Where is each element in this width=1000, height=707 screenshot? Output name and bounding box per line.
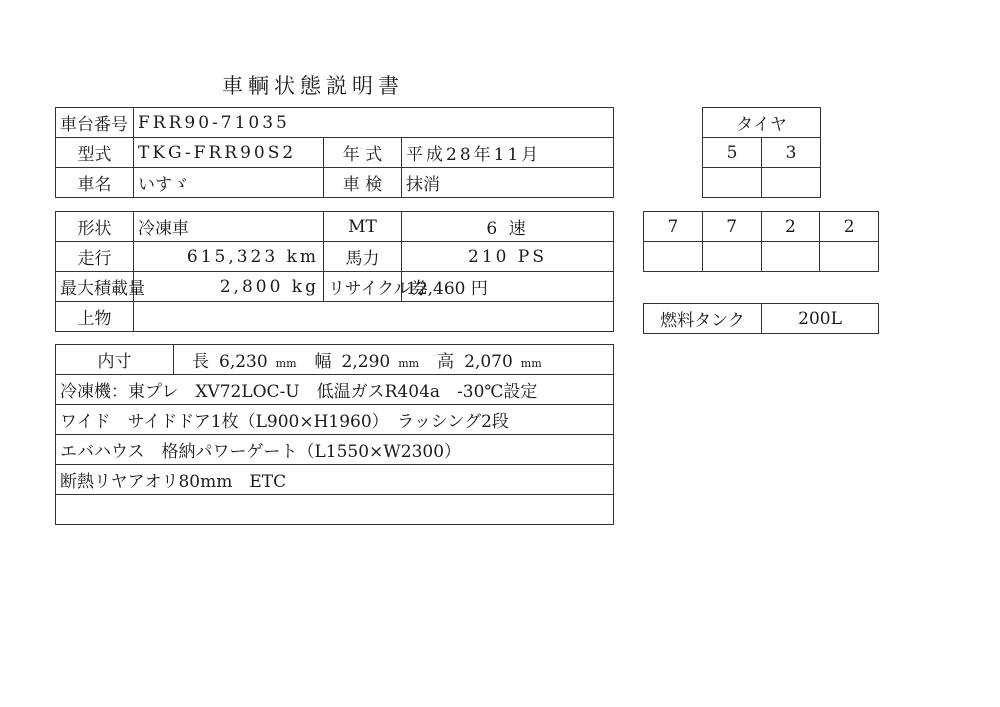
fuel-row — [644, 304, 879, 334]
tire-rear-row — [644, 212, 879, 242]
recycle-value: 12,460 円 — [402, 272, 614, 302]
page-title: 車輌状態説明書 — [222, 74, 404, 98]
note-line — [56, 495, 614, 525]
tire-front-row — [703, 138, 821, 168]
tire-rear-table — [643, 211, 879, 272]
name-row — [56, 168, 614, 198]
power-label: 馬力 — [324, 242, 402, 272]
dimensions-label: 内寸 — [56, 345, 174, 375]
height-unit: mm — [520, 357, 542, 370]
tire-empty-cell — [703, 168, 762, 198]
power-value: 210 PS — [402, 242, 614, 272]
tire-rear-3: 2 — [761, 212, 820, 242]
model-value: TKG-FRR90S2 — [134, 138, 324, 168]
recycle-label: リサイクル券 — [324, 272, 402, 302]
length-unit: mm — [275, 357, 297, 370]
length-value: 6,230 — [219, 352, 268, 372]
transmission-label: MT — [324, 212, 402, 242]
specs-table — [55, 211, 614, 332]
fuel-value: 200L — [762, 304, 879, 334]
tire-label: タイヤ — [703, 108, 821, 138]
width-value: 2,290 — [341, 352, 391, 372]
body-value — [134, 302, 614, 332]
fuel-label: 燃料タンク — [644, 304, 762, 334]
tire-front-left: 5 — [703, 138, 762, 168]
payload-label: 最大積載量 — [56, 272, 134, 302]
payload-row — [56, 272, 614, 302]
inspection-label: 車 検 — [324, 168, 402, 198]
tire-front-table — [702, 107, 821, 198]
dimensions-table — [55, 344, 614, 525]
height-label: 高 — [437, 352, 455, 372]
model-label: 型式 — [56, 138, 134, 168]
note-line: エバハウス 格納パワーゲート（L1550×W2300） — [56, 435, 614, 465]
tire-rear-2: 7 — [702, 212, 761, 242]
tire-empty-cell — [820, 242, 879, 272]
name-value: いすゞ — [134, 168, 324, 198]
mileage-label: 走行 — [56, 242, 134, 272]
tire-empty-cell — [761, 242, 820, 272]
chassis-label: 車台番号 — [56, 108, 134, 138]
mileage-row — [56, 242, 614, 272]
name-label: 車名 — [56, 168, 134, 198]
chassis-row — [56, 108, 614, 138]
year-value: 平成28年11月 — [402, 138, 614, 168]
note-row — [56, 375, 614, 405]
height-value: 2,070 — [464, 352, 513, 372]
dimensions-values — [174, 345, 614, 375]
chassis-value: FRR90-71035 — [134, 108, 614, 138]
tire-rear-empty-row — [644, 242, 879, 272]
fuel-tank-table — [643, 303, 879, 334]
body-row — [56, 302, 614, 332]
tire-rear-4: 2 — [820, 212, 879, 242]
tire-empty-cell — [762, 168, 821, 198]
width-unit: mm — [398, 357, 420, 370]
shape-value: 冷凍車 — [134, 212, 324, 242]
model-row — [56, 138, 614, 168]
transmission-value: 6 速 — [402, 212, 614, 242]
year-label: 年 式 — [324, 138, 402, 168]
vehicle-id-table — [55, 107, 614, 198]
tire-front-empty-row — [703, 168, 821, 198]
dimensions-row — [56, 345, 614, 375]
tire-rear-1: 7 — [644, 212, 703, 242]
width-label: 幅 — [314, 352, 332, 372]
payload-value: 2,800 kg — [134, 272, 324, 302]
body-label: 上物 — [56, 302, 134, 332]
mileage-value: 615,323 km — [134, 242, 324, 272]
note-row — [56, 435, 614, 465]
note-row — [56, 465, 614, 495]
note-row — [56, 405, 614, 435]
note-line: ワイド サイドドア1枚（L900×H1960） ラッシング2段 — [56, 405, 614, 435]
length-label: 長 — [192, 352, 209, 372]
note-row — [56, 495, 614, 525]
shape-row — [56, 212, 614, 242]
tire-empty-cell — [702, 242, 761, 272]
tire-empty-cell — [644, 242, 703, 272]
tire-front-right: 3 — [762, 138, 821, 168]
note-line: 断熱リヤアオリ80mm ETC — [56, 465, 614, 495]
note-line: 冷凍機：東プレ XV72LOC-U 低温ガスR404a -30℃設定 — [56, 375, 614, 405]
tire-header-row — [703, 108, 821, 138]
inspection-value: 抹消 — [402, 168, 614, 198]
shape-label: 形状 — [56, 212, 134, 242]
